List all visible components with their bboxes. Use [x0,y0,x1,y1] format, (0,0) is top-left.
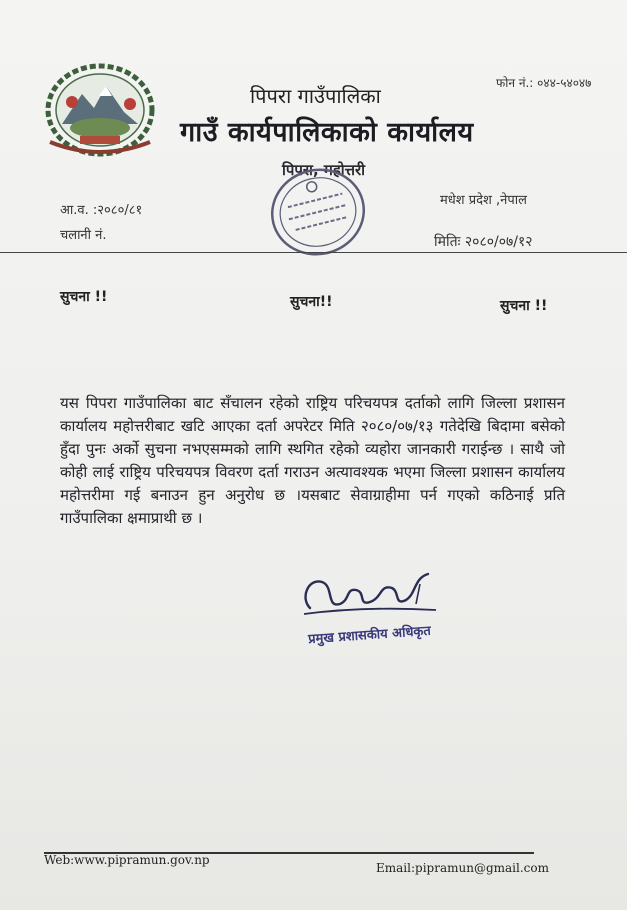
fiscal-year: आ.व. :२०८०/८१ [60,203,143,218]
handwritten-signature-icon [296,564,446,626]
letter-date: मितिः २०८०/०७/१२ [434,234,533,250]
phone-number: फोन नं.: ०४४-५४०४७ [496,76,592,90]
header-divider [0,252,627,253]
notice-body: यस पिपरा गाउँपालिका बाट सँचालन रहेको राष्ट्रिय परिचयपत्र दर्ताको लागि जिल्ला प्रशासन कार्यालय महोत्तरीबाट खटि आएका दर्ता अपरेटर मिति २०८०/०७/१३ गतेदेखि बिदामा बसेको हुँदा पुनः अर्को सुचना नभएसम्मको लागि स्थगित रहेको व्यहोरा जानकारी गराईन्छ । साथै जो कोही लाई राष्ट्रिय परिचयपत्र विवरण दर्ता गराउन अत्यावश्यक भएमा जिल्ला प्रशासन कार्यालय महोत्तरीमा गई बनाउन हुन अनुरोध छ ।यसबाट सेवाग्राहीमा पर्न गएको कठिनाई प्रति गाउँपालिका क्षमाप्राथी छ । [60,394,565,527]
website-link[interactable]: Web:www.pipramun.gov.np [44,853,210,867]
province-label: मधेश प्रदेश ,नेपाल [440,193,527,208]
officer-title: प्रमुख प्रशासकीय अधिकृत [307,623,432,648]
notice-heading-right: सुचना !! [500,298,548,314]
email-link[interactable]: Email:pipramun@gmail.com [376,861,549,875]
notice-heading-center: सुचना!! [290,294,333,310]
dispatch-number: चलानी नं. [60,228,107,243]
office-name: पिपरा गाउँपालिका [250,84,381,108]
notice-heading-left: सुचना !! [60,289,108,305]
office-title: गाउँ कार्यपालिकाको कार्यालय [180,117,474,148]
nepal-government-emblem-icon [44,62,156,158]
office-location: पिपरा, महोत्तरी [282,161,366,179]
